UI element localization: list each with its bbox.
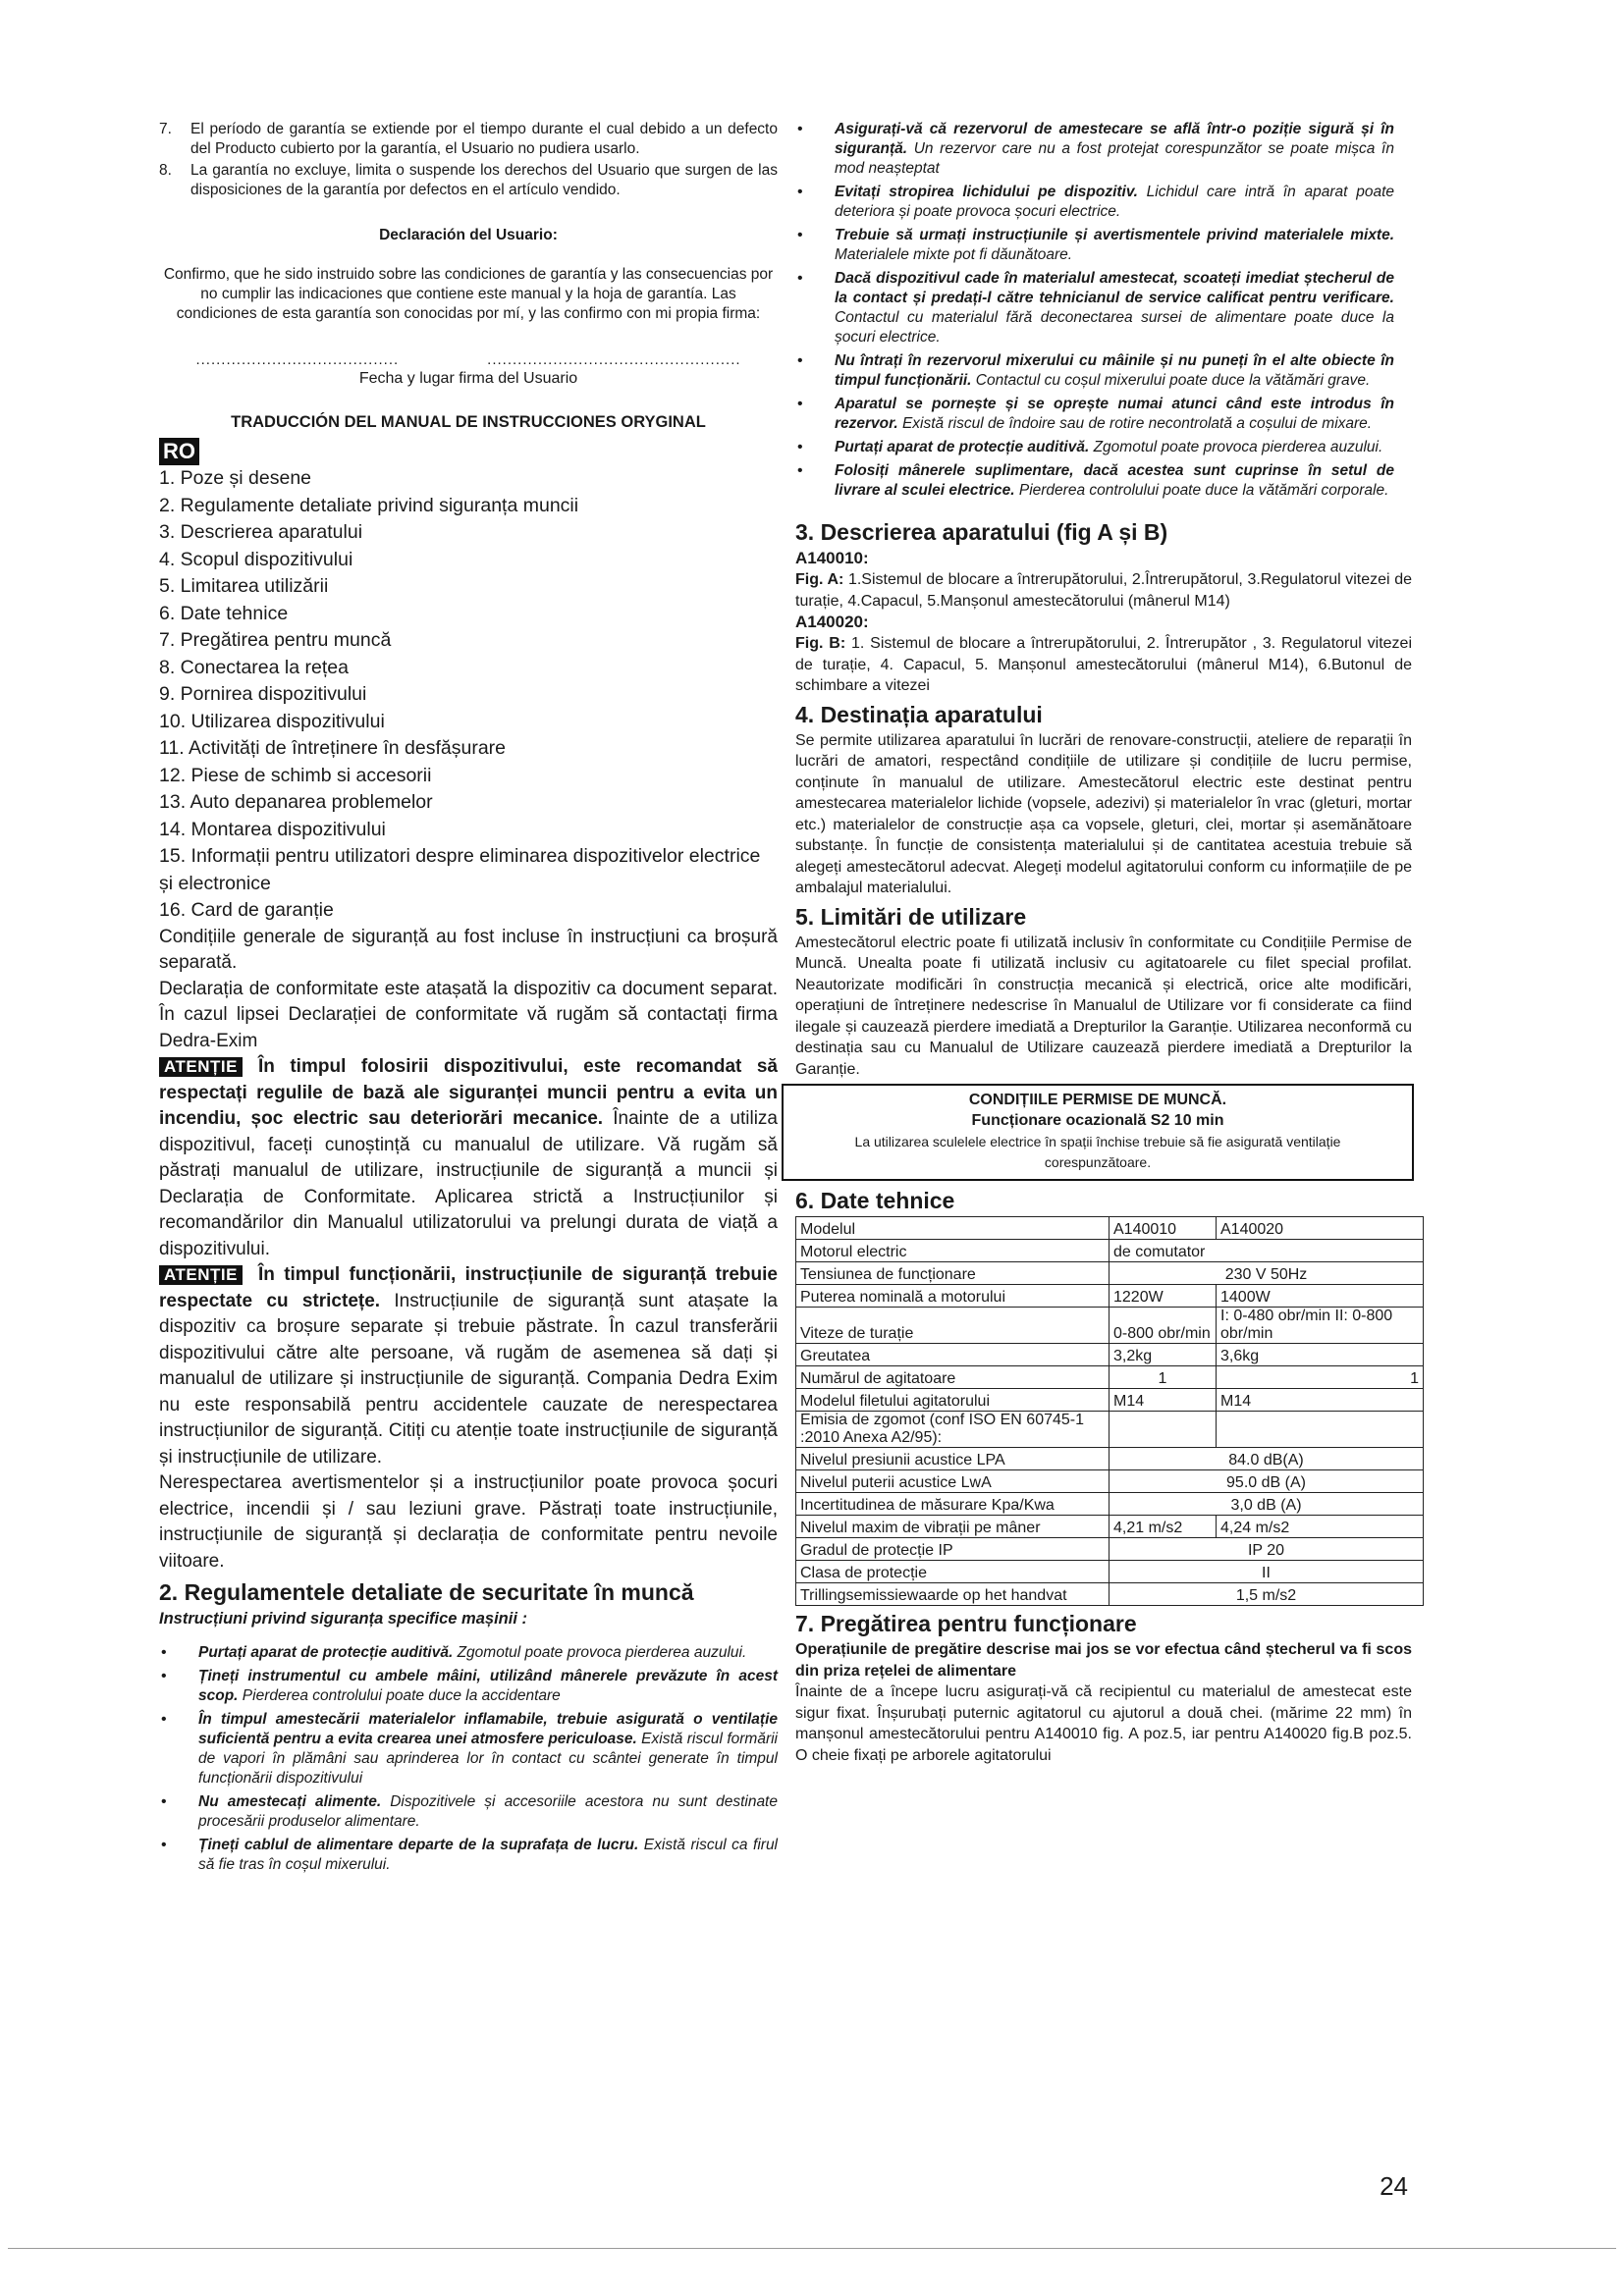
conditions-title: CONDIȚIILE PERMISE DE MUNCĂ. <box>968 1092 1227 1108</box>
toc-item: 4. Scopul dispozitivului <box>159 548 353 570</box>
spec-label: Emisia de zgomot (conf ISO EN 60745-1 :2010 Anexa A2/95): <box>796 1412 1110 1448</box>
spec-value-a140010: M14 <box>1110 1389 1217 1412</box>
spec-value-a140020: M14 <box>1217 1389 1424 1412</box>
list-item: • Folosiți mânerele suplimentare, dacă acestea sunt cuprinse în setul de livrare al sculei electrice. Pierderea controlului poate duce la vătămări corporale. <box>795 461 1394 501</box>
spec-value-a140020: 4,24 m/s2 <box>1217 1516 1424 1538</box>
toc-item: 2. Regulamente detaliate privind siguranța muncii <box>159 494 579 516</box>
table-row <box>796 1285 1424 1308</box>
toc-item: 13. Auto depanarea problemelor <box>159 791 433 813</box>
spec-value-a140020: I: 0-480 obr/min II: 0-800 obr/min <box>1217 1308 1424 1344</box>
spec-label: Nivelul maxim de vibrații pe mâner <box>796 1516 1110 1538</box>
table-row <box>796 1344 1424 1366</box>
spec-value-a140010: 4,21 m/s2 <box>1110 1516 1217 1538</box>
table-row <box>796 1240 1424 1262</box>
list-item: • Dacă dispozitivul cade în materialul amestecat, scoateți imediat ștecherul de la contact și predați-l către tehnicianul de service calificat pentru verificare. Contactul cu materialul fără deconectarea sursei de alimentare poate duce la șocuri electrice. <box>795 269 1394 347</box>
spec-label: Trillingsemissiewaarde op het handvat <box>796 1583 1110 1606</box>
spec-value-a140020: 1400W <box>1217 1285 1424 1308</box>
spec-value-a140020: 3,6kg <box>1217 1344 1424 1366</box>
warning-badge: ATENȚIE <box>159 1265 243 1285</box>
list-item: • Nu amestecați alimente. Dispozitivele și accesoriile acestora nu sunt destinate procesării produselor alimentare. <box>159 1792 778 1832</box>
page-number: 24 <box>1380 2171 1408 2201</box>
section-4-text: Se permite utilizarea aparatului în lucrări de renovare-construcții, ateliere de reparații în lucrări de amatori, respectând condițiile de utilizare și condițiile de lucru permise, conținute în manualul de utilizare. Amestecătorul electric este destinat pentru amestecarea materialelor lichide (vopsele, adezivi) și materialelor în vrac (gleturi, mortar etc.) materialelor de construcție așa ca vopsele, gleturi, clei, mortar și asemănătoare substanțe. În funcție de consistența materialului și de cantitatea acestuia trebuie să alegeți amestecătorul adecvat. Alegeți modelul agitatorului conform cu informațiile de pe ambalajul materialului. <box>795 731 1412 896</box>
table-row <box>796 1538 1424 1561</box>
list-item: • Țineți instrumentul cu ambele mâini, utilizând mânerele prevăzute în acest scop. Pierderea controlului poate duce la accidentare <box>159 1667 778 1706</box>
model-a140020: A140020: <box>795 613 869 631</box>
model-a140010: A140010: <box>795 549 869 567</box>
spec-value-a140010: 1 <box>1110 1366 1217 1389</box>
spec-label: Motorul electric <box>796 1240 1110 1262</box>
spec-label: Tensiunea de funcționare <box>796 1262 1110 1285</box>
table-row <box>796 1583 1424 1606</box>
list-item: • Purtați aparat de protecție auditivă. Zgomotul poate provoca pierderea auzului. <box>159 1643 778 1663</box>
section-6-title: 6. Date tehnice <box>795 1188 955 1213</box>
spec-value-a140010: 1220W <box>1110 1285 1217 1308</box>
warning-badge: ATENȚIE <box>159 1057 243 1077</box>
toc-item: 6. Date tehnice <box>159 602 289 624</box>
spec-label: Gradul de protecție IP <box>796 1538 1110 1561</box>
spec-value-a140020: A140020 <box>1217 1217 1424 1240</box>
section-4-title: 4. Destinația aparatului <box>795 701 1043 727</box>
list-item: • Asigurați-vă că rezervorul de amestecare se află într-o poziție sigură și în siguranță. Un rezervor care nu a fost protejat corespunzător se poate mișca în mod neașteptat <box>795 120 1394 179</box>
toc-item: 11. Activități de întreținere în desfășurare <box>159 737 506 759</box>
list-item: • Trebuie să urmați instrucțiunile și avertismentele privind materialele mixte. Materialele mixte pot fi dăunătoare. <box>795 226 1394 265</box>
left-column <box>159 120 778 1879</box>
toc-item: 12. Piese de schimb si accesorii <box>159 764 432 786</box>
spec-label: Numărul de agitatoare <box>796 1366 1110 1389</box>
spec-value-a140010: 0-800 obr/min <box>1110 1308 1217 1344</box>
declaration-title: Declaración del Usuario: <box>379 227 558 243</box>
warning-block-2: ATENȚIE În timpul funcționării, instrucțiunile de siguranță trebuie respectate cu strictețe. Instrucțiunile de siguranță sunt atașate la dispozitiv ca broșure separate și trebuie păstrate. În cazul transferării dispozitivului către alte persoane, vă rugăm de asemenea să dați și manualul de utilizare și instrucțiunile de siguranță. Compania Dedra Exim nu este responsabilă pentru accidentele cauzate de nerespectarea instrucțiunilor de siguranță. Citiți cu atenție toate instrucțiunile de siguranță și instrucțiunile de utilizare. <box>159 1264 778 1468</box>
section-5-title: 5. Limitări de utilizare <box>795 903 1027 930</box>
work-conditions-box <box>782 1084 1414 1181</box>
spec-value: 3,0 dB (A) <box>1110 1493 1424 1516</box>
spec-value: IP 20 <box>1110 1538 1424 1561</box>
table-row <box>796 1448 1424 1470</box>
table-row <box>796 1470 1424 1493</box>
spec-value: II <box>1110 1561 1424 1583</box>
spec-label: Clasa de protecție <box>796 1561 1110 1583</box>
signature-lines: ........................................ .................................................. <box>195 351 741 368</box>
table-row <box>796 1262 1424 1285</box>
list-item: 7. El período de garantía se extiende por el tiempo durante el cual debido a un defecto del Producto cubierto por la garantía, el Usuario no pudiera usarlo. <box>159 121 778 157</box>
spec-label: Nivelul puterii acustice LwA <box>796 1470 1110 1493</box>
spec-value: 84.0 dB(A) <box>1110 1448 1424 1470</box>
spec-value: 230 V 50Hz <box>1110 1262 1424 1285</box>
section-2-subtitle: Instrucțiuni privind siguranța specifice mașinii : <box>159 1610 527 1628</box>
toc-item: 9. Pornirea dispozitivului <box>159 683 367 705</box>
conditions-text: La utilizarea sculelele electrice în spații închise trebuie să fie asigurată ventilație corespunzătoare. <box>854 1134 1341 1170</box>
toc-item: 3. Descrierea aparatului <box>159 521 363 543</box>
declaration-paragraph: Declarația de conformitate este atașată la dispozitiv ca document separat. În cazul lipsei Declarației de conformitate vă rugăm să contactați firma Dedra-Exim <box>159 978 778 1051</box>
declaration-text: Confirmo, que he sido instruido sobre las condiciones de garantía y las consecuencias por no cumplir las indicaciones que contiene este manual y la hoja de garantía. Las condiciones de esta garantía son conocidas por mí, y las confirmo con mi propia firma: <box>163 266 774 322</box>
spec-label: Incertitudinea de măsurare Kpa/Kwa <box>796 1493 1110 1516</box>
section-2-title: 2. Regulamentele detaliate de securitate în muncă <box>159 1579 694 1605</box>
list-item: 8. La garantía no excluye, limita o suspende los derechos del Usuario que surgen de las disposiciones de la garantía por defectos en el artículo vendido. <box>159 162 778 198</box>
section-7-bold: Operațiunile de pregătire descrise mai jos se vor efectua când ștecherul va fi scos din priza rețelei de alimentare <box>795 1641 1412 1680</box>
spec-label: Viteze de turație <box>796 1308 1110 1344</box>
toc-item: 14. Montarea dispozitivului <box>159 818 386 840</box>
fig-a-description: Fig. A: 1.Sistemul de blocare a întrerupătorului, 2.Întrerupătorul, 3.Regulatorul vitezei de turație, 4.Capacul, 5.Manșonul amestecătorului (mânerul M14) <box>795 571 1413 610</box>
tech-spec-table <box>795 1216 1424 1606</box>
table-row <box>796 1366 1424 1389</box>
es-warranty-list <box>159 120 778 200</box>
left-safety-bullets <box>159 1643 778 1875</box>
spec-label: Nivelul presiunii acustice LPA <box>796 1448 1110 1470</box>
spec-value-a140010: 3,2kg <box>1110 1344 1217 1366</box>
list-item: • Aparatul se pornește și se oprește numai atunci când este introdus în rezervor. Există riscul de îndoire sau de rotire necontrolată a coșului de mixare. <box>795 395 1394 434</box>
toc-item: 10. Utilizarea dispozitivului <box>159 710 385 732</box>
table-row <box>796 1516 1424 1538</box>
toc-item: 1. Poze și desene <box>159 467 312 489</box>
language-badge: RO <box>159 438 199 465</box>
noncompliance-paragraph: Nerespectarea avertismentelor și a instrucțiunilor poate provoca șocuri electrice, incendii și / sau leziuni grave. Păstrați toate instrucțiunile, instrucțiunile de siguranță și declarația de conformitate pentru nevoile viitoare. <box>159 1472 778 1572</box>
table-row <box>796 1561 1424 1583</box>
spec-value: de comutator <box>1110 1240 1424 1262</box>
table-row <box>796 1308 1424 1344</box>
spec-value: 1,5 m/s2 <box>1110 1583 1424 1606</box>
section-7-text: Înainte de a începe lucru asigurați-vă că recipientul cu materialul de amestecat este sigur fixat. Înșurubați puternic agitatorul cu ajutorul a două chei. (mărime 22 mm) în manșonul amestecătorului pentru A140010 fig. A poz.5, iar pentru A140020 fig.B poz.5. O cheie fixați pe arborele agitatorului <box>795 1683 1412 1764</box>
table-row <box>796 1493 1424 1516</box>
fig-b-description: Fig. B: 1. Sistemul de blocare a întrerupătorului, 2. Întrerupător , 3. Regulatorul vitezei de turație, 4. Capacul, 5. Manșonul amestecătorului (mânerul M14), 6.Butonul de schimbare a vitezei <box>795 635 1413 694</box>
toc-item: 7. Pregătirea pentru muncă <box>159 629 392 651</box>
warning-block-1: ATENȚIE În timpul folosirii dispozitivului, este recomandat să respectați regulile de bază ale siguranței muncii pentru a evita un incendiu, șoc electric sau deteriorări mecanice. Înainte de a utiliza dispozitivul, faceți cunoștință cu manualul de utilizare. Vă rugăm să păstrați manualul de utilizare, instrucțiunile de siguranță a muncii și Declarația de Conformitate. Aplicarea strictă a Instrucțiunilor și recomandărilor din Manualul utilizatorului va prelungi durata de viață a dispozitivului. <box>159 1056 778 1259</box>
translation-title: TRADUCCIÓN DEL MANUAL DE INSTRUCCIONES ORYGINAL <box>231 413 706 431</box>
spec-value-a140020: 1 <box>1217 1366 1424 1389</box>
toc-item: 5. Limitarea utilizării <box>159 575 329 597</box>
section-3-title: 3. Descrierea aparatului (fig A și B) <box>795 519 1168 545</box>
list-item: • Țineți cablul de alimentare departe de la suprafața de lucru. Există riscul ca firul să fie tras în coșul mixerului. <box>159 1836 778 1875</box>
spec-value-a140010 <box>1110 1412 1217 1448</box>
spec-value-a140020 <box>1217 1412 1424 1448</box>
toc-item: 8. Conectarea la rețea <box>159 656 349 678</box>
table-of-contents <box>159 465 778 925</box>
section-7-title: 7. Pregătirea pentru funcționare <box>795 1611 1137 1636</box>
spec-label: Puterea nominală a motorului <box>796 1285 1110 1308</box>
list-item: • Evitați stropirea lichidului pe dispozitiv. Lichidul care intră în aparat poate deteriora și poate provoca șocuri electrice. <box>795 183 1394 222</box>
general-conditions-paragraph: Condițiile generale de siguranță au fost incluse în instrucțiuni ca broșură separată. <box>159 926 778 973</box>
list-item: • Purtați aparat de protecție auditivă. Zgomotul poate provoca pierderea auzului. <box>795 438 1394 457</box>
signature-caption: Fecha y lugar firma del Usuario <box>358 370 578 387</box>
table-row <box>796 1217 1424 1240</box>
section-5-text: Amestecătorul electric poate fi utilizată inclusiv în conformitate cu Condițiile Permise de Muncă. Unealta poate fi utilizată inclusiv cu agitatoarele cu filet special profilat. Neautorizate modificări în construcția mecanică și electrică, orice alte modificări, operațiuni de întreținere nedescrise în Manualul de Utilizare vor fi considerate ca fiind ilegale și cauzează pierdere imediată a Drepturilor la Garanție. Utilizarea neconformă cu destinația sau cu Manualul de Utilizare cauzează pierdere imediată a Drepturilor la Garanție. <box>795 934 1412 1078</box>
footer-divider <box>8 2248 1616 2249</box>
list-item: • În timpul amestecării materialelor inflamabile, trebuie asigurată o ventilație suficientă pentru a evita crearea unei atmosfere periculoase. Există riscul formării de vapori în plămâni sau aprinderea lor în contact cu scântei generate în timpul funcționării dispozitivului <box>159 1710 778 1789</box>
right-column <box>795 120 1419 1766</box>
spec-value: 95.0 dB (A) <box>1110 1470 1424 1493</box>
list-item: • Nu întrați în rezervorul mixerului cu mâinile și nu puneți în el alte obiecte în timpul funcționării. Contactul cu coșul mixerului poate duce la vătămări grave. <box>795 351 1394 391</box>
spec-label: Modelul <box>796 1217 1110 1240</box>
conditions-subtitle: Funcționare ocazională S2 10 min <box>971 1112 1224 1129</box>
spec-label: Modelul filetului agitatorului <box>796 1389 1110 1412</box>
right-safety-bullets <box>795 120 1394 501</box>
toc-item: 15. Informații pentru utilizatori despre eliminarea dispozitivelor electrice și electronice <box>159 845 761 894</box>
table-row <box>796 1412 1424 1448</box>
spec-label: Greutatea <box>796 1344 1110 1366</box>
spec-value-a140010: A140010 <box>1110 1217 1217 1240</box>
table-row <box>796 1389 1424 1412</box>
toc-item: 16. Card de garanție <box>159 899 334 921</box>
